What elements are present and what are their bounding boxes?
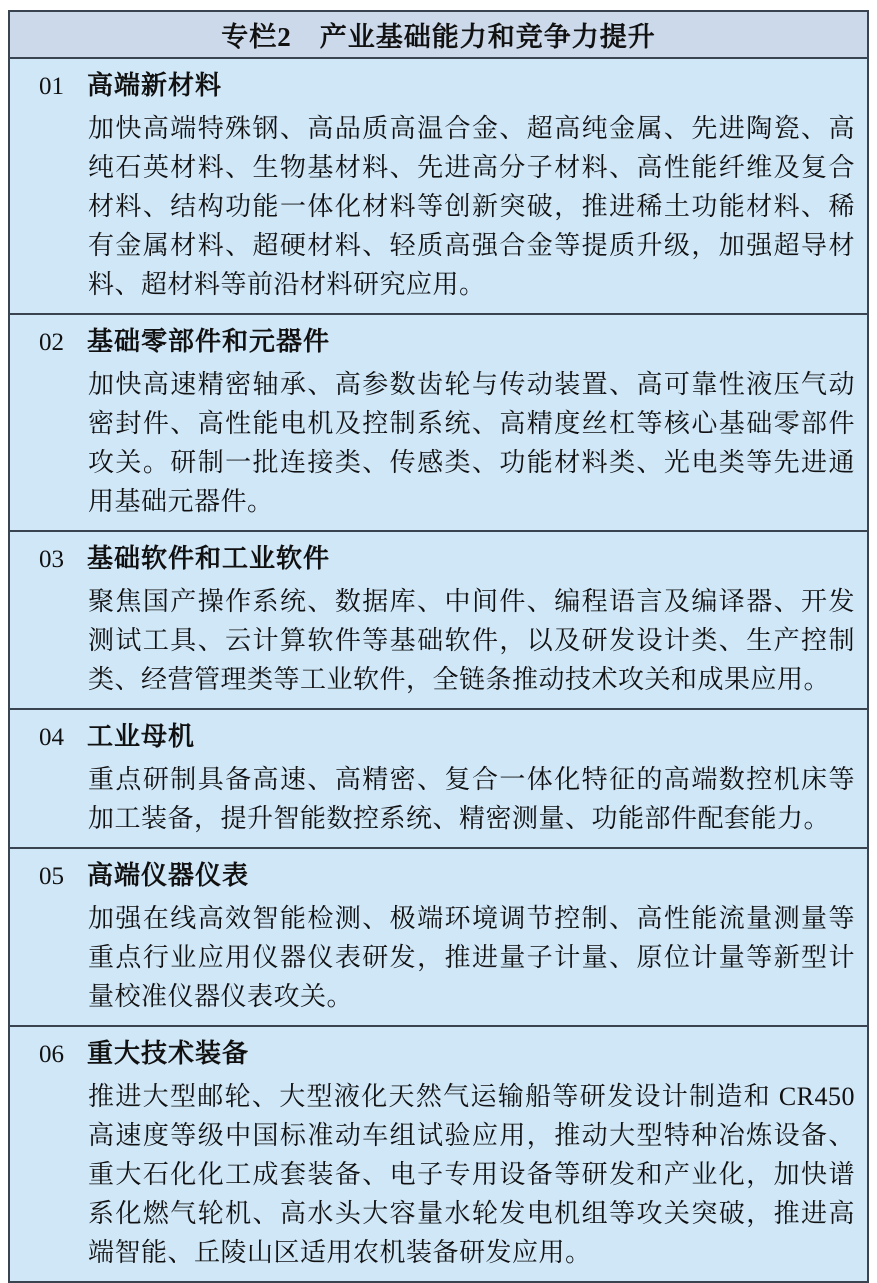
section-heading: 基础零部件和元器件 [87, 327, 331, 356]
section-heading: 高端新材料 [87, 71, 223, 100]
section-heading: 基础软件和工业软件 [87, 544, 331, 573]
section-body-text: 加快高速精密轴承、高参数齿轮与传动装置、高可靠性液压气动密封件、高性能电机及控制系统、高精度丝杠等核心基础零部件攻关。研制一批连接类、传感类、功能材料类、光电类等先进通用基础元器件。 [88, 370, 855, 516]
section-instruments [10, 849, 867, 1027]
section-heading-row [10, 1034, 867, 1075]
section-number: 04 [39, 724, 64, 751]
section-basic-software [10, 532, 867, 710]
section-body-text: 加快高端特殊钢、高品质高温合金、超高纯金属、先进陶瓷、高纯石英材料、生物基材料、先进高分子材料、高性能纤维及复合材料、结构功能一体化材料等创新突破，推进稀土功能材料、稀有金属材料、超硬材料、轻质高强合金等提质升级，加强超导材料、超材料等前沿材料研究应用。 [88, 114, 855, 299]
section-number: 05 [39, 863, 64, 890]
section-heading-row [10, 322, 867, 363]
section-body-text: 聚焦国产操作系统、数据库、中间件、编程语言及编译器、开发测试工具、云计算软件等基础软件，以及研发设计类、生产控制类、经营管理类等工业软件，全链条推动技术攻关和成果应用。 [88, 587, 855, 694]
section-body-text: 重点研制具备高速、高精密、复合一体化特征的高端数控机床等加工装备，提升智能数控系统、精密测量、功能部件配套能力。 [88, 765, 855, 833]
panel-header [10, 12, 867, 59]
section-heading-row [10, 66, 867, 107]
section-number: 06 [39, 1041, 64, 1068]
section-heading: 高端仪器仪表 [87, 861, 250, 890]
panel-title: 专栏2 产业基础能力和竞争力提升 [221, 22, 656, 52]
section-heading-row [10, 539, 867, 580]
section-basic-components [10, 315, 867, 532]
section-body-text: 推进大型邮轮、大型液化天然气运输船等研发设计制造和 CR450 高速度等级中国标准动车组试验应用，推动大型特种冶炼设备、重大石化化工成套装备、电子专用设备等研发和产业化，加快谱系化燃气轮机、高水头大容量水轮发电机组等攻关突破，推进高端智能、丘陵山区适用农机装备研发应用。 [88, 1082, 855, 1267]
section-body-text: 加强在线高效智能检测、极端环境调节控制、高性能流量测量等重点行业应用仪器仪表研发，推进量子计量、原位计量等新型计量校准仪器仪表攻关。 [88, 904, 855, 1011]
column-box-panel [8, 10, 869, 1283]
section-heading: 重大技术装备 [87, 1039, 250, 1068]
section-number: 02 [39, 329, 64, 356]
section-heading-row [10, 856, 867, 897]
section-major-equipment [10, 1027, 867, 1281]
section-heading: 工业母机 [87, 722, 196, 751]
section-new-materials [10, 59, 867, 315]
section-number: 01 [39, 73, 64, 100]
section-machine-tools [10, 710, 867, 849]
section-number: 03 [39, 546, 64, 573]
section-heading-row [10, 717, 867, 758]
